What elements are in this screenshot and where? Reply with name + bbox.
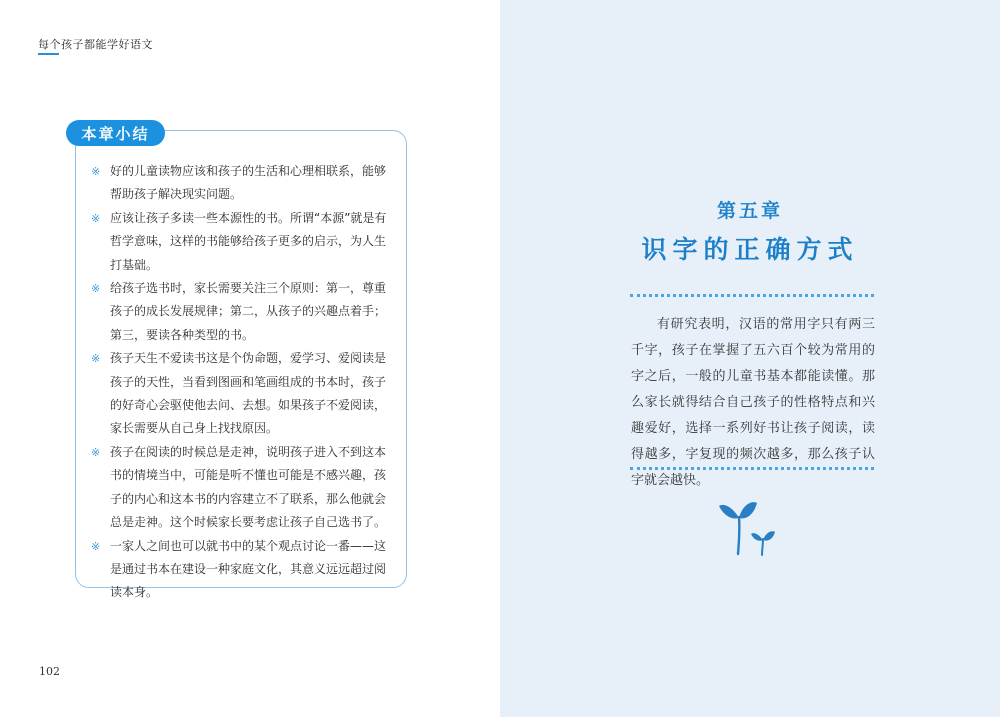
chapter-title: 识字的正确方式 [641, 235, 859, 264]
right-page [500, 0, 1000, 717]
summary-list [91, 160, 391, 605]
summary-item-text: 应该让孩子多读一些本源性的书。所谓“本源”就是有哲学意味，这样的书能够给孩子更多的启示，为人生打基础。 [110, 210, 387, 272]
sprout-icon [718, 500, 778, 556]
summary-item [91, 347, 391, 441]
summary-item-text: 孩子天生不爱读书这是个伪命题，爱学习、爱阅读是孩子的天性，当看到图画和笔画组成的书本时，孩子的好奇心会驱使他去问、去想。如果孩子不爱阅读，家长需要从自己身上找找原因。 [110, 351, 387, 436]
summary-item [91, 535, 391, 605]
running-head-rule [38, 53, 59, 55]
bullet-icon: ※ [91, 211, 101, 225]
bullet-icon: ※ [91, 282, 101, 296]
summary-item-text: 孩子在阅读的时候总是走神，说明孩子进入不到这本书的情境当中，可能是听不懂也可能是不感兴趣，孩子的内心和这本书的内容建立不了联系，那么他就会总是走神。这个时候家长要考虑让孩子自己选书了。 [110, 444, 387, 530]
summary-item-text: 给孩子选书时，家长需要关注三个原则：第一，尊重孩子的成长发展规律；第二，从孩子的兴趣点着手；第三，要读各种类型的书。 [110, 281, 387, 342]
summary-item [91, 160, 391, 207]
summary-item-text: 好的儿童读物应该和孩子的生活和心理相联系，能够帮助孩子解决现实问题。 [110, 164, 387, 202]
bullet-icon: ※ [91, 539, 101, 553]
bullet-icon: ※ [91, 445, 101, 459]
chapter-intro: 有研究表明，汉语的常用字只有两三千字，孩子在掌握了五六百个较为常用的字之后，一般的儿童书基本都能读懂。那么家长就得结合自己孩子的性格特点和兴趣爱好，选择一系列好书让孩子阅读，读得越多，字复现的频次越多，那么孩子认字就会越快。 [631, 317, 875, 488]
chapter-summary-tag: 本章小结 [66, 120, 165, 146]
page-number: 102 [39, 665, 60, 678]
summary-item [91, 441, 391, 535]
summary-item [91, 207, 391, 277]
summary-item [91, 277, 391, 347]
summary-item-text: 一家人之间也可以就书中的某个观点讨论一番——这是通过书本在建设一种家庭文化，其意义远远超过阅读本身。 [110, 538, 387, 600]
bullet-icon: ※ [91, 165, 101, 178]
chapter-number: 第五章 [716, 200, 783, 222]
dotted-divider-top [630, 294, 874, 297]
bullet-icon: ※ [91, 352, 101, 366]
dotted-divider-bottom [630, 467, 874, 470]
running-head: 每个孩子都能学好语文 [38, 38, 153, 51]
